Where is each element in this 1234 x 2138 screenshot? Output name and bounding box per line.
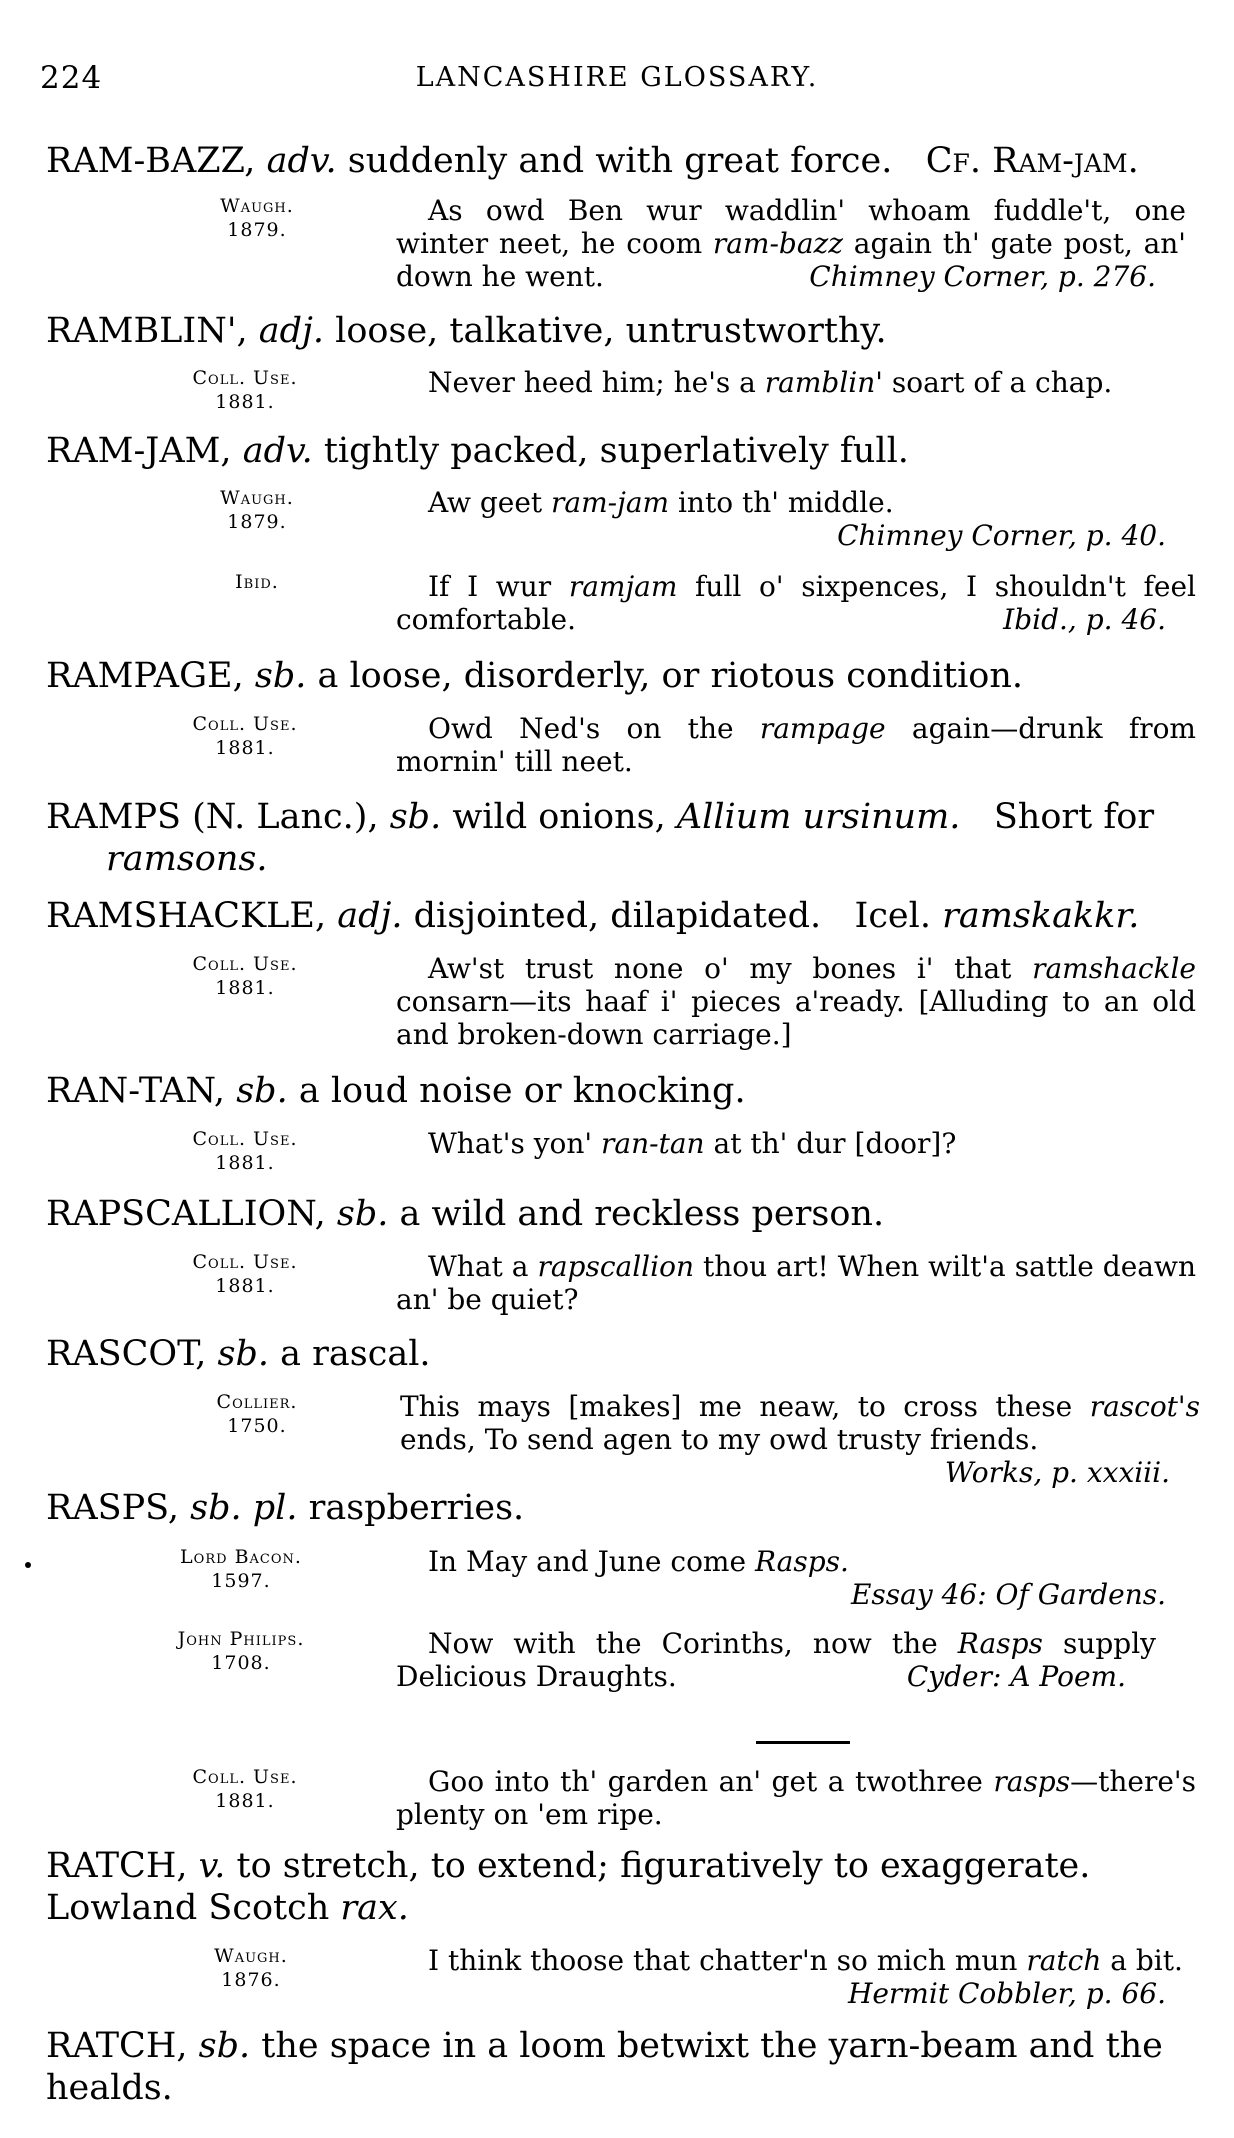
quote-year: 1879. [227,219,287,241]
headword: RAN-TAN, [46,1071,226,1111]
quote-source: Coll. Use. 1881. [120,1765,370,1813]
etymology-term: ramskakkr. [942,896,1140,936]
headword: RAMBLIN', [46,311,248,351]
quote-text: Aw geet ram-jam into th' middle. Chimney Corner, p. 40. [396,486,1196,552]
quote-text: Goo into th' garden an' get a twothree rasps—there's plenty on 'em ripe. [396,1765,1196,1831]
quote-year: 1881. [215,737,275,759]
quote-text: What's yon' ran-tan at th' dur [door]? [428,1127,957,1160]
quote-source: Collier. 1750. [132,1390,382,1438]
quote-text: Owd Ned's on the rampage again—drunk from mornin' till neet. [396,712,1196,778]
headword: RAMPS (N. Lanc.), [46,797,379,837]
quote-text: If I wur ramjam full o' sixpences, I shouldn't feel comfortable. Ibid., p. 46. [396,570,1196,636]
cross-reference: Cf. Ram-jam. [925,141,1139,181]
definition: a loud noise or knocking. [287,1071,746,1111]
quote-source: Coll. Use. 1881. [120,366,370,414]
part-of-speech: sb. pl. [190,1488,298,1528]
quote-text: I think thoose that chatter'n so mich mun ratch a bit. Hermit Cobbler, p. 66. [396,1944,1196,2010]
headword: RATCH, [46,2026,188,2066]
quote-year: 1881. [215,1790,275,1812]
definition: a loose, disorderly, or riotous condition. [306,656,1024,696]
running-header [40,60,1194,100]
part-of-speech: sb. [217,1334,270,1374]
entry-ram-jam [46,430,1196,472]
quote-text: Now with the Corinths, now the Rasps supply Delicious Draughts. Cyder: A Poem. [396,1627,1156,1693]
entry-ram-bazz [46,140,1196,182]
quote-text: Never heed him; he's a ramblin' soart of a chap. [428,366,1113,399]
quote-reference: Chimney Corner, p. 276. [809,260,1156,293]
definition: a rascal. [269,1334,431,1374]
headword: RAM-JAM, [46,431,232,471]
quote-year: 1597. [211,1570,271,1592]
entry-rasps [46,1487,1196,1529]
quote-text: This mays [makes] me neaw, to cross these rascot's ends, To send agen to my owd trusty friends. Works, p. xxxiii. [400,1390,1200,1489]
quote-source: Ibid. [235,571,279,593]
headword: RAM-BAZZ, [46,141,256,181]
headword: RAMPAGE, [46,656,244,696]
definition: wild onions, [441,797,666,837]
definition: a wild and reckless person. [388,1194,885,1234]
quote-source: John Philips. 1708. [116,1627,366,1675]
quote-year: 1708. [211,1652,271,1674]
quote-text: Aw'st trust none o' my bones i' that ramshackle consarn—its haaf i' pieces a'ready. [Alluding to an old and broken-down carriage.] [396,952,1196,1051]
quote-reference: Essay 46: Of Gardens. [850,1578,1166,1611]
entry-ramps [46,796,1196,880]
definition: suddenly and with great force. [336,141,893,181]
quote-source: Coll. Use. 1881. [120,952,370,1000]
entry-rapscallion [46,1193,1196,1235]
quote-text: In May and June come Rasps. Essay 46: Of Gardens. [396,1545,1196,1611]
part-of-speech: adv. [242,431,313,471]
quote-year: 1881. [215,391,275,413]
definition: to stretch, to extend; figuratively to exaggerate. Lowland Scotch [46,1846,1091,1928]
quote-source: Coll. Use. 1881. [120,1250,370,1298]
quote-reference: Cyder: A Poem. [906,1660,1126,1693]
definition: the space in a loom betwixt the yarn-beam and the healds. [46,2026,1163,2108]
quote-year: 1876. [221,1969,281,1991]
quote-year: 1881. [215,1275,275,1297]
part-of-speech: sb. [254,656,307,696]
quote-reference: Chimney Corner, p. 40. [837,519,1166,552]
quote-source: Coll. Use. 1881. [120,712,370,760]
quote-year: 1881. [215,977,275,999]
entry-rascot [46,1333,1196,1375]
entry-ran-tan [46,1070,1196,1112]
etymology-note: Short for [993,797,1155,837]
headword: RATCH, [46,1846,188,1886]
quote-year: 1750. [227,1415,287,1437]
part-of-speech: adj. [337,896,403,936]
quote-reference: Ibid., p. 46. [1003,603,1166,636]
definition: loose, talkative, untrustworthy. [324,311,887,351]
quote-source: Waugh. 1876. [126,1944,376,1992]
entry-ratch-verb [46,1845,1196,1929]
headword: RAMSHACKLE, [46,896,327,936]
definition: disjointed, dilapidated. [402,896,822,936]
part-of-speech: sb. [389,797,442,837]
quote-source: Waugh. 1879. [132,194,382,242]
page-title: LANCASHIRE GLOSSARY. [415,62,819,93]
quote-text: What a rapscallion thou art! When wilt'a sattle deawn an' be quiet? [396,1250,1196,1316]
headword: RASCOT, [46,1334,207,1374]
entry-ramshackle [46,895,1196,937]
entry-ratch-noun [46,2025,1196,2109]
part-of-speech: v. [198,1846,226,1886]
entry-rampage [46,655,1196,697]
quote-source: Waugh. 1879. [132,486,382,534]
quote-year: 1881. [215,1152,275,1174]
quote-source: Lord Bacon. 1597. [116,1545,366,1593]
stray-mark [25,1562,31,1568]
quote-reference: Hermit Cobbler, p. 66. [847,1977,1166,2010]
part-of-speech: adj. [258,311,325,351]
part-of-speech: adv. [266,141,337,181]
quote-text: As owd Ben wur waddlin' whoam fuddle't, one winter neet, he coom ram-bazz again th' gate post, an' down he went. Chimney Corner, p. 276. [396,194,1187,293]
entry-ramblin [46,310,1196,352]
quote-source: Coll. Use. 1881. [120,1127,370,1175]
headword: RAPSCALLION, [46,1194,326,1234]
part-of-speech: sb. [198,2026,251,2066]
etymology-term: rax. [340,1888,409,1928]
part-of-speech: sb. [336,1194,389,1234]
page-number: 224 [40,60,103,96]
quote-year: 1879. [227,511,287,533]
etymology-label: Icel. [854,896,931,936]
latin-name: Allium ursinum. [676,797,961,837]
section-divider [756,1741,850,1744]
headword: RASPS, [46,1488,180,1528]
part-of-speech: sb. [236,1071,288,1111]
definition: tightly packed, superlatively full. [312,431,909,471]
etymology-term: ramsons. [106,839,268,879]
definition: raspberries. [297,1488,525,1528]
quote-reference: Works, p. xxxiii. [944,1456,1170,1489]
